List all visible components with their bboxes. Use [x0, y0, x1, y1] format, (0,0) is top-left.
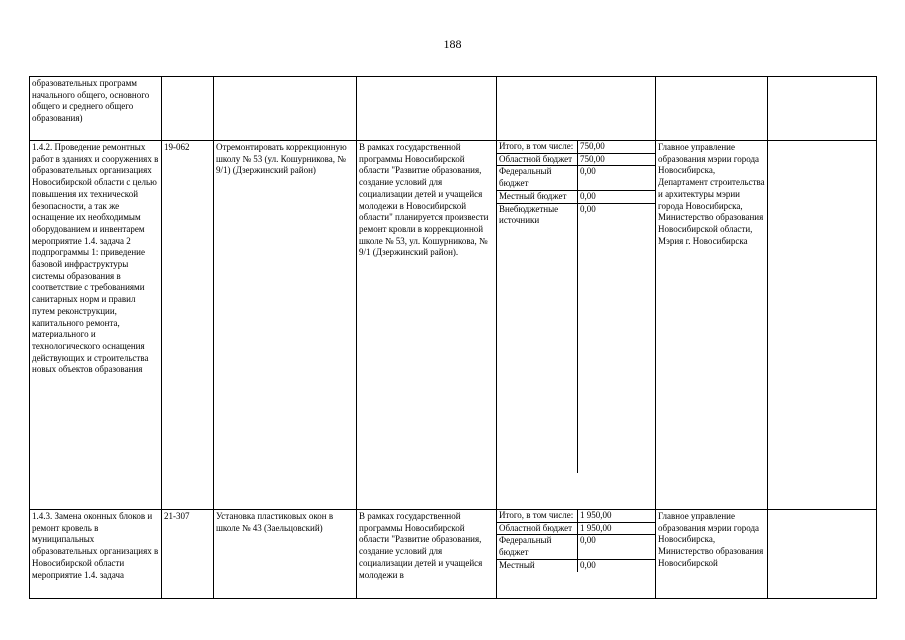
finance-label: Местный бюджет: [497, 190, 578, 203]
program-table: [29, 76, 877, 599]
description-cell: [214, 77, 357, 141]
finance-cell: [497, 141, 656, 510]
finance-table: [497, 141, 655, 473]
finance-label: Внебюджетные источники: [497, 203, 578, 473]
finance-row: [497, 190, 655, 203]
finance-cell: [497, 510, 656, 599]
finance-label: Федеральный бюджет: [497, 166, 578, 190]
activity-cell: образовательных программ начального общего, основного общего и среднего общего образования): [30, 77, 162, 141]
finance-row: [497, 166, 655, 190]
page-number: 188: [443, 37, 462, 51]
finance-label: Местный: [497, 559, 578, 571]
finance-value: 1 950,00: [578, 522, 656, 535]
table-row: [30, 77, 877, 141]
finance-value: 750,00: [578, 141, 656, 153]
finance-label: Областной бюджет: [497, 522, 578, 535]
finance-row: [497, 141, 655, 153]
finance-value: 1 950,00: [578, 510, 656, 522]
description-cell: Отремонтировать коррекционную школу № 53 (ул. Кошурникова, № 9/1) (Дзержинский район): [214, 141, 357, 510]
description-cell: Установка пластиковых окон в школе № 43 (Заельцовский): [214, 510, 357, 599]
finance-row: [497, 522, 655, 535]
notes-cell: [768, 77, 877, 141]
finance-value: 0,00: [578, 535, 656, 559]
code-cell: 21-307: [162, 510, 214, 599]
finance-value: 0,00: [580, 203, 596, 214]
executors-cell: Главное управление образования мэрии города Новосибирска, Министерство образования Новосибирской: [656, 510, 768, 599]
code-cell: [162, 77, 214, 141]
finance-value: 750,00: [578, 153, 656, 166]
justification-cell: В рамках государственной программы Новосибирской области "Развитие образования, создание условий для социализации детей и учащейся молодежи в: [357, 510, 497, 599]
finance-value: 0,00: [580, 559, 596, 570]
finance-label: Областной бюджет: [497, 153, 578, 166]
finance-value: 0,00: [578, 190, 656, 203]
finance-label: Итого, в том числе:: [497, 141, 578, 153]
notes-cell: [768, 510, 877, 599]
finance-label: Федеральный бюджет: [497, 535, 578, 559]
justification-cell: В рамках государственной программы Новосибирской области "Развитие образования, создание условий для социализации детей и учащейся молодежи в Новосибирской области" планируется произвести ремонт кровли в коррекционной школе № 53, ул. Кошурникова, № 9/1 (Дзержинский район).: [357, 141, 497, 510]
finance-row: [497, 559, 655, 571]
activity-cell: 1.4.2. Проведение ремонтных работ в зданиях и сооружениях в образовательных организациях Новосибирской области с целью повышения их технической безопасности, а так же оснащение их необходимым оборудованием и инвентарем мероприятие 1.4. задача 2 подпрограммы 1: приведение базовой инфраструктуры системы образования в соответствие с требованиями санитарных норм и правил путем реконструкции, капитального ремонта, материального и технологического оснащения действующих и строительства новых объектов образования: [30, 141, 162, 510]
table-row: [30, 141, 877, 510]
executors-cell: [656, 77, 768, 141]
notes-cell: [768, 141, 877, 510]
finance-row: [497, 510, 655, 522]
table-row: [30, 510, 877, 599]
finance-row: [497, 535, 655, 559]
finance-value: 0,00: [578, 166, 656, 190]
finance-cell: [497, 77, 656, 141]
code-cell: 19-062: [162, 141, 214, 510]
executors-cell: Главное управление образования мэрии города Новосибирска, Департамент строительства и архитектуры мэрии города Новосибирска, Министерство образования Новосибирской области, Мэрия г. Новосибирска: [656, 141, 768, 510]
justification-cell: [357, 77, 497, 141]
finance-label: Итого, в том числе:: [497, 510, 578, 522]
finance-row: [497, 153, 655, 166]
finance-table: [497, 510, 655, 572]
finance-row: [497, 203, 655, 473]
activity-cell: 1.4.3. Замена оконных блоков и ремонт кровель в муниципальных образовательных организациях в Новосибирской области мероприятие 1.4. задача: [30, 510, 162, 599]
